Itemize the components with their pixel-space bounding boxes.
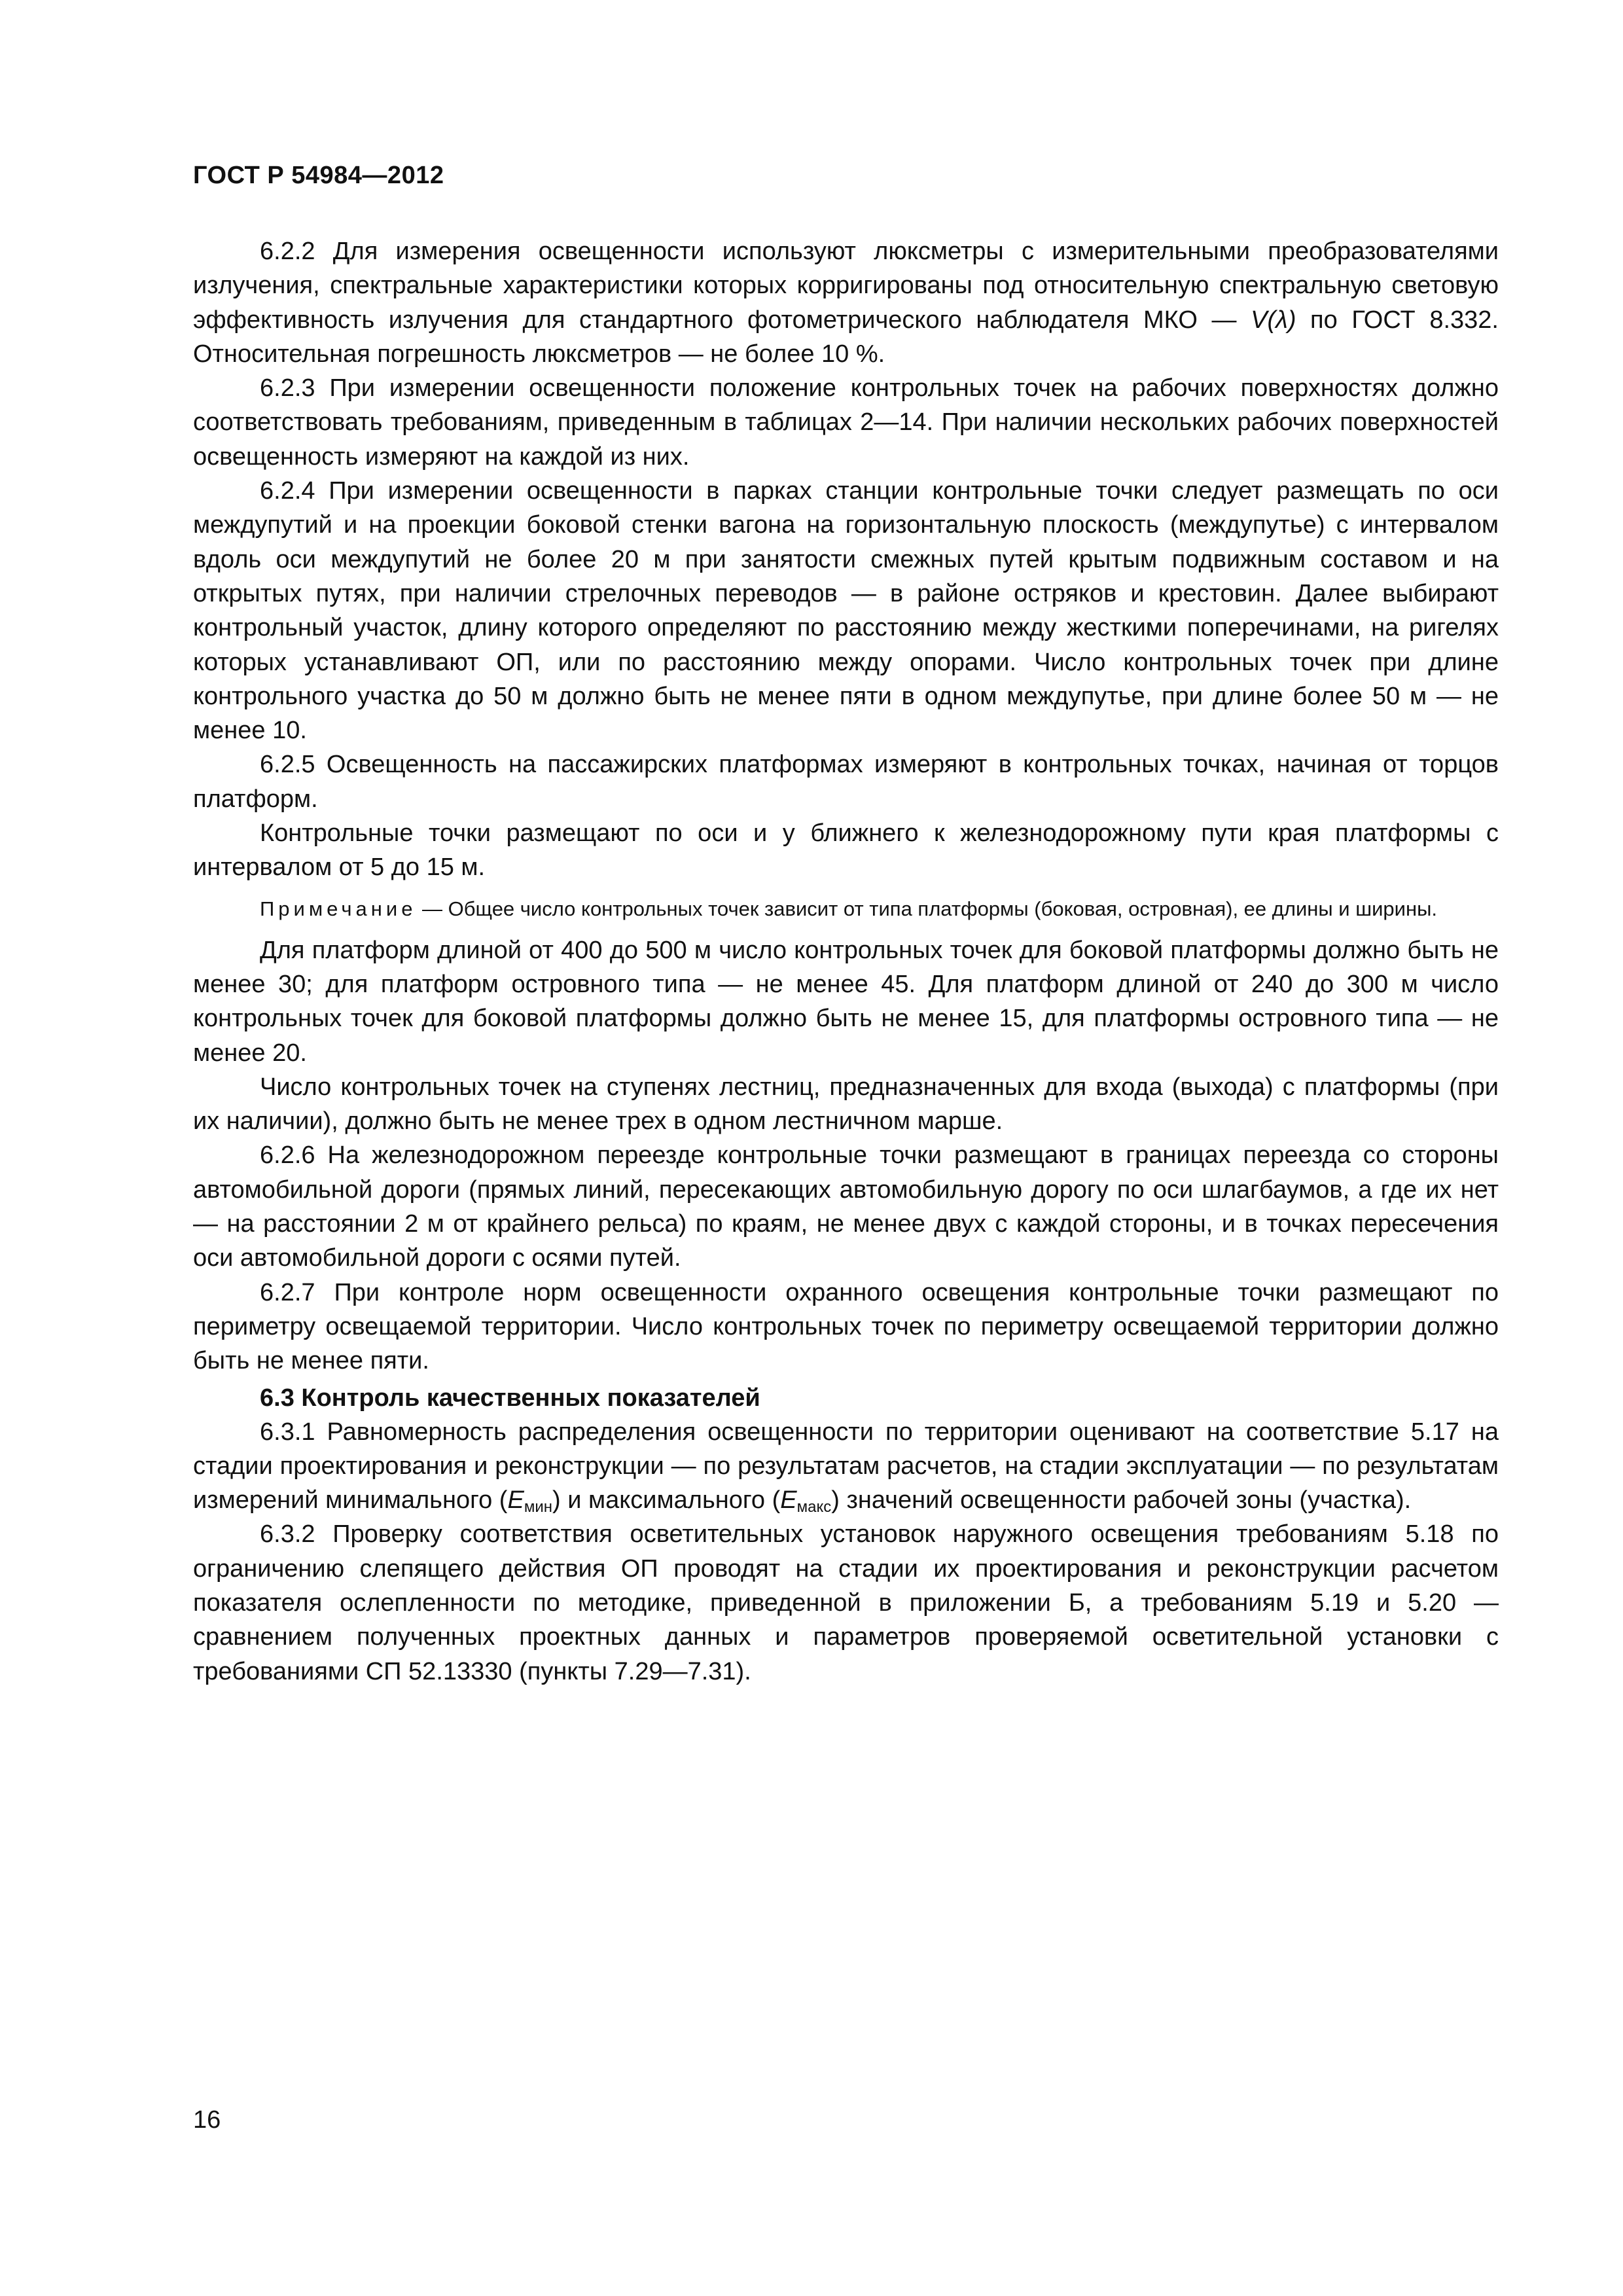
paragraph-6-2-7: 6.2.7 При контроле норм освещенности охранного освещения контрольные точки размещают по периметру освещаемой территории. Число контрольных точек по периметру освещаемой территории должно быть не менее пяти. <box>193 1278 1499 1375</box>
document-code-header: ГОСТ Р 54984—2012 <box>193 162 444 189</box>
paragraph-6-2-2-end: по ГОСТ 8.332. Относительная погрешность люксметров — не более 10 %. <box>193 306 1499 368</box>
paragraph-6-2-4: 6.2.4 При измерении освещенности в парках станции контрольные точки следует размещать по оси междупутий и на проекции боковой стенки вагона на горизонтальную плоскость (междупутье) с интервалом вдоль оси междупутий не более 20 м при занятости смежных путей крытым подвижным составом и на открытых путях, при наличии стрелочных переводов — в районе остряков и крестовин. Далее выбирают контрольный участок, длину которого определяют по расстоянию между жесткими поперечинами, на ригелях которых устанавливают ОП, или по расстоянию между опорами. Число контрольных точек при длине контрольного участка до 50 м должно быть не менее пяти в одном междупутье, при длине более 50 м — не менее 10. <box>193 477 1499 745</box>
e-min-subscript: мин <box>524 1498 552 1516</box>
page-number: 16 <box>193 2106 221 2134</box>
e-max-symbol: E <box>780 1486 797 1515</box>
paragraph-6-3-1-part-b: ) и максимального ( <box>552 1486 781 1515</box>
paragraph-6-2-3: 6.2.3 При измерении освещенности положение контрольных точек на рабочих поверхностях должно соответствовать требованиям, приведенным в таблицах 2—14. При наличии нескольких рабочих поверхностей освещенность измеряют на каждой из них. <box>193 374 1499 471</box>
paragraph-6-2-2-text: 6.2.2 Для измерения освещенности используют люксметры с измерительными преобразователями излучения, спектральные характеристики которых корригированы под относительную спектральную световую эффективность излучения для стандартного фотометрического наблюдателя МКО — <box>193 238 1499 334</box>
note-text: — Общее число контрольных точек зависит от типа платформы (боковая, островная), ее длины и ширины. <box>416 897 1437 920</box>
paragraph-6-3-1-part-a: 6.3.1 Равномерность распределения освещенности по территории оценивают на соответствие 5.17 на стадии проектирования и реконструкции — по результатам расчетов, на стадии эксплуатации — по результатам измерений минимального ( <box>193 1418 1499 1515</box>
v-lambda-symbol: V(λ) <box>1251 306 1296 334</box>
section-heading-6-3: 6.3 Контроль качественных показателей <box>260 1384 760 1412</box>
paragraph-control-points: Контрольные точки размещают по оси и у ближнего к железнодорожному пути края платформы с интервалом от 5 до 15 м. <box>193 819 1499 882</box>
e-min-symbol: E <box>507 1486 524 1515</box>
paragraph-stairs: Число контрольных точек на ступенях лестниц, предназначенных для входа (выхода) с платформы (при их наличии), должно быть не менее трех в одном лестничном марше. <box>193 1073 1499 1136</box>
paragraph-6-3-1-part-c: ) значений освещенности рабочей зоны (участка). <box>831 1486 1412 1515</box>
e-max-subscript: макс <box>796 1498 832 1516</box>
note-label: Примечание <box>260 897 417 920</box>
note <box>193 894 1499 924</box>
paragraph-6-2-6: 6.2.6 На железнодорожном переезде контрольные точки размещают в границах переезда со стороны автомобильной дороги (прямых линий, пересекающих автомобильную дорогу по оси шлагбаумов, а где их нет — на расстоянии 2 м от крайнего рельса) по краям, не менее двух с каждой стороны, и в точках пересечения оси автомобильной дороги с осями путей. <box>193 1141 1499 1272</box>
paragraph-6-3-1 <box>193 1415 1499 1518</box>
paragraph-platform-lengths: Для платформ длиной от 400 до 500 м число контрольных точек для боковой платформы должно быть не менее 30; для платформ островного типа — не менее 45. Для платформ длиной от 240 до 300 м число контрольных точек для боковой платформы должно быть не менее 15, для платформы островного типа — не менее 20. <box>193 936 1499 1067</box>
paragraph-6-3-2: 6.3.2 Проверку соответствия осветительных установок наружного освещения требованиям 5.18 по ограничению слепящего действия ОП проводят на стадии их проектирования и реконструкции расчетом показателя ослепленности по методике, приведенной в приложении Б, а требованиям 5.19 и 5.20 — сравнением полученных проектных данных и параметров проверяемой осветительной установки с требованиями СП 52.13330 (пункты 7.29—7.31). <box>193 1520 1499 1685</box>
document-body <box>193 234 1499 1689</box>
paragraph-6-2-2 <box>193 234 1499 371</box>
paragraph-6-2-5: 6.2.5 Освещенность на пассажирских платформах измеряют в контрольных точках, начиная от торцов платформ. <box>193 751 1499 813</box>
